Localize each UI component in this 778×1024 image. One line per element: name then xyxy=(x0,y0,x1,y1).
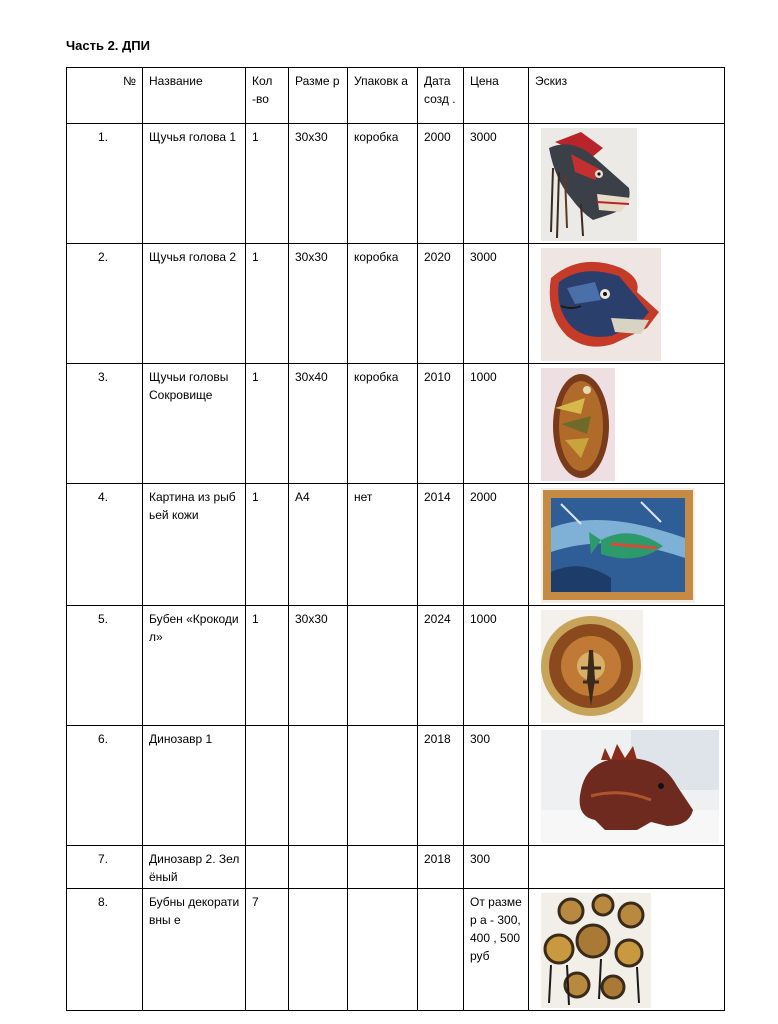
cell-date: 2018 xyxy=(418,846,464,889)
framed-fish-picture-image xyxy=(541,488,695,603)
cell-num: 7. xyxy=(67,846,143,889)
cell-date: 2018 xyxy=(418,726,464,846)
cell-num: 3. xyxy=(67,364,143,484)
cell-pack: коробка xyxy=(348,364,418,484)
cell-sketch xyxy=(529,726,725,846)
cell-name: Динозавр 2. Зелёный xyxy=(143,846,246,889)
table-row xyxy=(67,484,725,606)
cell-name: Щучья голова 1 xyxy=(143,124,246,244)
cell-size: 30х30 xyxy=(289,124,348,244)
header-qty: Кол -во xyxy=(246,68,289,124)
cell-pack xyxy=(348,726,418,846)
cell-pack xyxy=(348,606,418,726)
drum-crocodile-image xyxy=(541,610,643,723)
cell-pack xyxy=(348,889,418,1011)
cell-pack xyxy=(348,846,418,889)
oval-golden-fish-image xyxy=(541,368,615,481)
header-date: Дата созд . xyxy=(418,68,464,124)
cell-size: А4 xyxy=(289,484,348,606)
cell-size: 30х30 xyxy=(289,244,348,364)
cell-date: 2020 xyxy=(418,244,464,364)
cell-qty xyxy=(246,846,289,889)
cell-price: 300 xyxy=(464,846,529,889)
cell-date: 2024 xyxy=(418,606,464,726)
cell-num: 2. xyxy=(67,244,143,364)
cell-qty: 7 xyxy=(246,889,289,1011)
cell-qty: 1 xyxy=(246,606,289,726)
table-row xyxy=(67,124,725,244)
cell-pack: коробка xyxy=(348,124,418,244)
table-row xyxy=(67,606,725,726)
cell-price: 1000 xyxy=(464,606,529,726)
cell-qty: 1 xyxy=(246,244,289,364)
cell-sketch xyxy=(529,124,725,244)
cell-sketch xyxy=(529,606,725,726)
header-size: Разме р xyxy=(289,68,348,124)
cell-sketch xyxy=(529,364,725,484)
cell-size xyxy=(289,889,348,1011)
cell-qty xyxy=(246,726,289,846)
cell-price: 300 xyxy=(464,726,529,846)
header-name: Название xyxy=(143,68,246,124)
cell-name: Динозавр 1 xyxy=(143,726,246,846)
cell-qty: 1 xyxy=(246,364,289,484)
table-row xyxy=(67,364,725,484)
cell-size: 30х30 xyxy=(289,606,348,726)
header-num: № xyxy=(67,68,143,124)
cell-name: Щучьи головы Сокровище xyxy=(143,364,246,484)
cell-date: 2000 xyxy=(418,124,464,244)
header-pack: Упаковк а xyxy=(348,68,418,124)
cell-date xyxy=(418,889,464,1011)
cell-pack: нет xyxy=(348,484,418,606)
cell-size: 30х40 xyxy=(289,364,348,484)
cell-price: 3000 xyxy=(464,244,529,364)
table-row xyxy=(67,726,725,846)
cell-date: 2014 xyxy=(418,484,464,606)
inventory-table xyxy=(66,67,725,1011)
cell-num: 5. xyxy=(67,606,143,726)
cell-price: 2000 xyxy=(464,484,529,606)
mask-red-pike-image xyxy=(541,128,637,241)
table-row xyxy=(67,889,725,1011)
cell-price: 1000 xyxy=(464,364,529,484)
table-row xyxy=(67,846,725,889)
cell-name: Картина из рыбьей кожи xyxy=(143,484,246,606)
cell-price: 3000 xyxy=(464,124,529,244)
cell-date: 2010 xyxy=(418,364,464,484)
header-sketch: Эскиз xyxy=(529,68,725,124)
cell-sketch xyxy=(529,244,725,364)
header-row xyxy=(67,68,725,124)
cell-sketch xyxy=(529,889,725,1011)
cell-sketch xyxy=(529,846,725,889)
cell-num: 6. xyxy=(67,726,143,846)
cell-name: Бубны декоративны е xyxy=(143,889,246,1011)
cell-num: 1. xyxy=(67,124,143,244)
cell-num: 8. xyxy=(67,889,143,1011)
header-price: Цена xyxy=(464,68,529,124)
mask-blue-pike-image xyxy=(541,248,661,361)
cell-price: От размер а - 300,400 , 500 руб xyxy=(464,889,529,1011)
decorative-drums-image xyxy=(541,893,651,1008)
table-row xyxy=(67,244,725,364)
cell-size xyxy=(289,726,348,846)
dinosaur-figure-image xyxy=(541,730,719,843)
page-title: Часть 2. ДПИ xyxy=(66,38,150,53)
cell-qty: 1 xyxy=(246,484,289,606)
cell-qty: 1 xyxy=(246,124,289,244)
cell-pack: коробка xyxy=(348,244,418,364)
cell-size xyxy=(289,846,348,889)
cell-name: Бубен «Крокодил» xyxy=(143,606,246,726)
cell-sketch xyxy=(529,484,725,606)
cell-num: 4. xyxy=(67,484,143,606)
cell-name: Щучья голова 2 xyxy=(143,244,246,364)
